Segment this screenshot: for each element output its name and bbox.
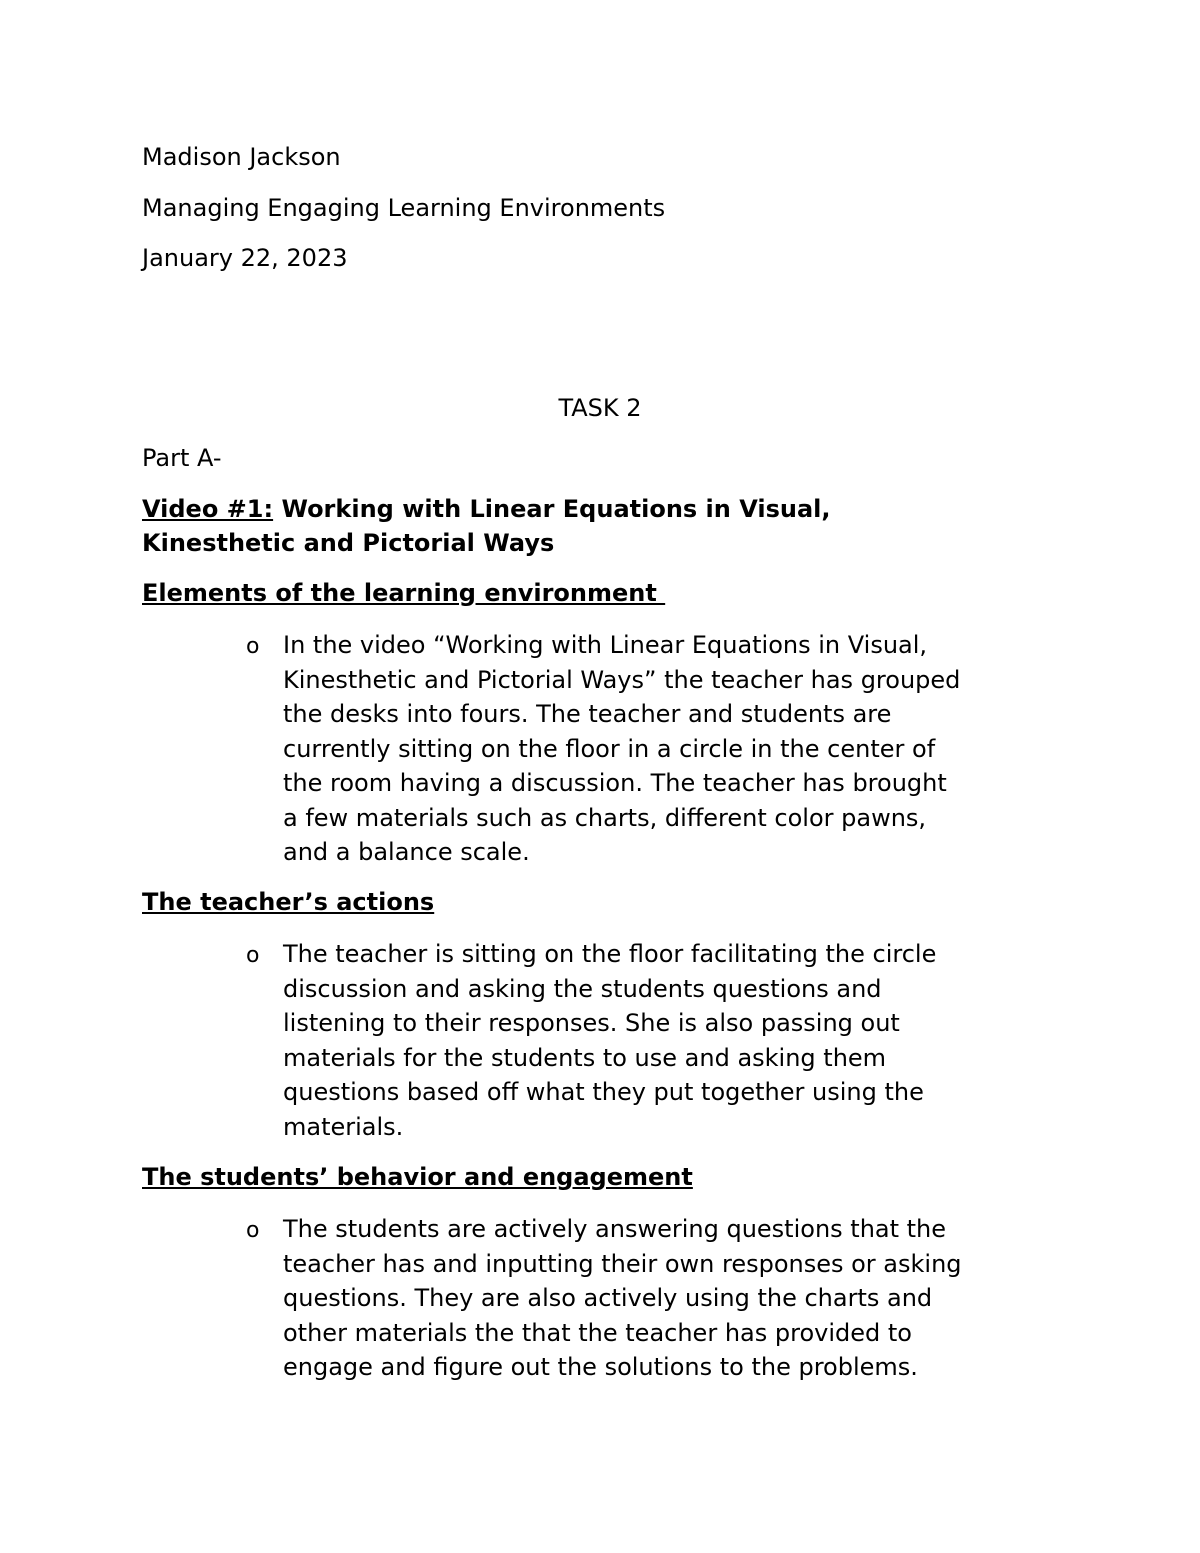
section-paragraph-student-behavior xyxy=(283,1212,1073,1385)
paragraph-line: The teacher is sitting on the floor facilitating the circle xyxy=(283,940,937,968)
section-paragraph-elements xyxy=(283,628,1073,870)
paragraph-line: discussion and asking the students questions and xyxy=(283,974,882,1003)
paragraph-line: the room having a discussion. The teacher has brought xyxy=(283,769,947,797)
part-label: Part A- xyxy=(142,444,222,472)
video-title-line2: Kinesthetic and Pictorial Ways xyxy=(142,529,555,557)
course-title: Managing Engaging Learning Environments xyxy=(142,194,666,222)
paragraph-line: questions based off what they put together using the xyxy=(283,1078,924,1106)
bullet-marker: o xyxy=(246,943,260,968)
paragraph-line: teacher has and inputting their own responses or asking xyxy=(283,1249,962,1278)
paragraph-line: other materials the that the teacher has provided to xyxy=(283,1318,912,1347)
video-heading xyxy=(142,492,1042,560)
paragraph-line: The students are actively answering questions that the xyxy=(283,1215,947,1243)
paragraph-line: materials. xyxy=(283,1112,404,1141)
paragraph-line: listening to their responses. She is also passing out xyxy=(283,1009,900,1037)
section-heading-elements: Elements of the learning environment xyxy=(142,579,666,607)
bullet-marker: o xyxy=(246,1218,260,1243)
section-heading-student-behavior: The students’ behavior and engagement xyxy=(142,1163,693,1191)
paragraph-line: and a balance scale. xyxy=(283,838,530,866)
author-name: Madison Jackson xyxy=(142,143,341,171)
video-title-line1: Working with Linear Equations in Visual, xyxy=(273,495,831,523)
paragraph-line: questions. They are also actively using the charts and xyxy=(283,1284,933,1312)
section-paragraph-teacher-actions xyxy=(283,937,1073,1144)
video-label: Video #1: xyxy=(142,495,274,523)
document-date: January 22, 2023 xyxy=(142,244,348,272)
task-title: TASK 2 xyxy=(558,394,642,422)
bullet-marker: o xyxy=(246,634,260,659)
paragraph-line: materials for the students to use and asking them xyxy=(283,1043,887,1072)
section-heading-teacher-actions: The teacher’s actions xyxy=(142,888,435,916)
paragraph-line: a few materials such as charts, different color pawns, xyxy=(283,803,927,832)
paragraph-line: currently sitting on the floor in a circle in the center of xyxy=(283,734,936,763)
paragraph-line: Kinesthetic and Pictorial Ways” the teacher has grouped xyxy=(283,665,961,694)
paragraph-line: the desks into fours. The teacher and students are xyxy=(283,700,892,728)
paragraph-line: In the video “Working with Linear Equations in Visual, xyxy=(283,631,928,659)
paragraph-line: engage and figure out the solutions to the problems. xyxy=(283,1353,918,1381)
